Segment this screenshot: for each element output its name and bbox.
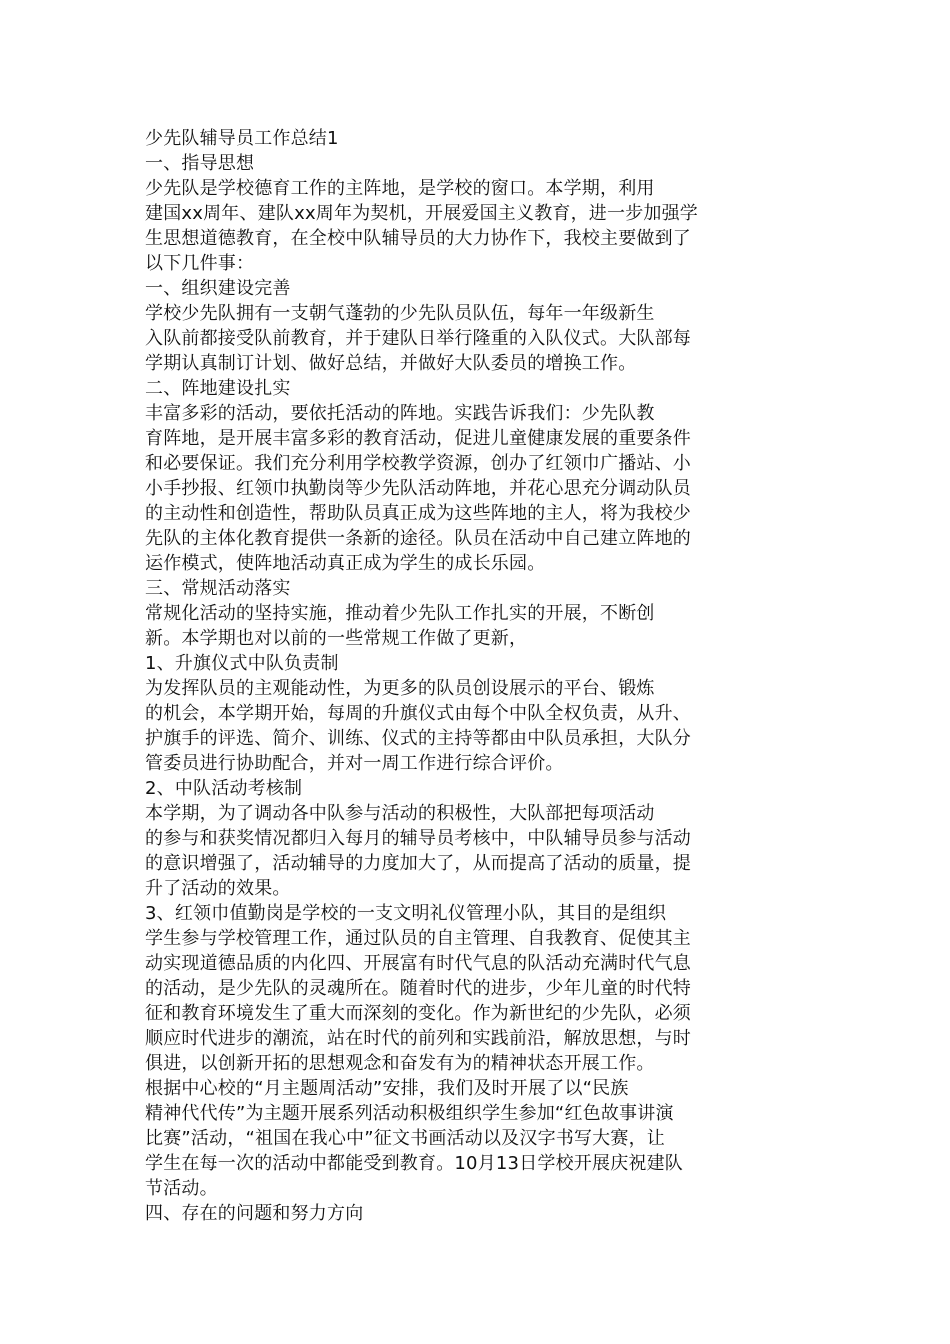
text-line: 三、常规活动落实 xyxy=(145,578,291,599)
text-line: 小手抄报、红领巾执勤岗等少先队活动阵地，并花心思充分调动队员 xyxy=(145,478,691,499)
text-line: 运作模式，使阵地活动真正成为学生的成长乐园。 xyxy=(145,553,546,574)
text-line: 2、中队活动考核制 xyxy=(145,778,303,799)
text-line: 精神代代传”为主题开展系列活动积极组织学生参加“红色故事讲演 xyxy=(145,1103,674,1124)
text-line: 建国xx周年、建队xx周年为契机，开展爱国主义教育，进一步加强学 xyxy=(145,203,699,224)
text-line: 先队的主体化教育提供一条新的途径。队员在活动中自己建立阵地的 xyxy=(145,528,691,549)
text-line: 常规化活动的坚持实施，推动着少先队工作扎实的开展，不断创 xyxy=(145,603,655,624)
text-line: 生思想道德教育，在全校中队辅导员的大力协作下，我校主要做到了 xyxy=(145,228,691,249)
text-line: 的机会，本学期开始，每周的升旗仪式由每个中队全权负责，从升、 xyxy=(145,703,691,724)
text-line: 的活动，是少先队的灵魂所在。随着时代的进步，少年儿童的时代特 xyxy=(145,978,691,999)
text-line: 的参与和获奖情况都归入每月的辅导员考核中，中队辅导员参与活动 xyxy=(145,828,691,849)
text-line: 二、阵地建设扎实 xyxy=(145,378,291,399)
text-line: 少先队辅导员工作总结1 xyxy=(145,128,339,149)
text-line: 的意识增强了，活动辅导的力度加大了，从而提高了活动的质量，提 xyxy=(145,853,691,874)
text-line: 学生参与学校管理工作，通过队员的自主管理、自我教育、促使其主 xyxy=(145,928,691,949)
text-line: 动实现道德品质的内化四、开展富有时代气息的队活动充满时代气息 xyxy=(145,953,691,974)
text-line: 四、存在的问题和努力方向 xyxy=(145,1203,364,1224)
text-line: 一、指导思想 xyxy=(145,153,255,174)
text-line: 和必要保证。我们充分利用学校教学资源，创办了红领巾广播站、小 xyxy=(145,453,691,474)
text-line: 护旗手的评选、简介、训练、仪式的主持等都由中队员承担，大队分 xyxy=(145,728,691,749)
text-line: 新。本学期也对以前的一些常规工作做了更新， xyxy=(145,628,528,649)
text-line: 管委员进行协助配合，并对一周工作进行综合评价。 xyxy=(145,753,564,774)
text-line: 育阵地，是开展丰富多彩的教育活动，促进儿童健康发展的重要条件 xyxy=(145,428,691,449)
text-line: 节活动。 xyxy=(145,1178,218,1199)
text-line: 丰富多彩的活动，要依托活动的阵地。实践告诉我们：少先队教 xyxy=(145,403,655,424)
text-line: 比赛”活动，“祖国在我心中”征文书画活动以及汉字书写大赛，让 xyxy=(145,1128,665,1149)
text-line: 升了活动的效果。 xyxy=(145,878,291,899)
text-line: 俱进，以创新开拓的思想观念和奋发有为的精神状态开展工作。 xyxy=(145,1053,655,1074)
text-line: 学期认真制订计划、做好总结，并做好大队委员的增换工作。 xyxy=(145,353,637,374)
text-line: 入队前都接受队前教育，并于建队日举行隆重的入队仪式。大队部每 xyxy=(145,328,691,349)
text-line: 征和教育环境发生了重大而深刻的变化。作为新世纪的少先队，必须 xyxy=(145,1003,691,1024)
text-line: 以下几件事： xyxy=(145,253,255,274)
text-line: 一、组织建设完善 xyxy=(145,278,291,299)
text-line: 根据中心校的“月主题周活动”安排，我们及时开展了以“民族 xyxy=(145,1078,629,1099)
text-line: 学校少先队拥有一支朝气蓬勃的少先队员队伍，每年一年级新生 xyxy=(145,303,655,324)
text-line: 少先队是学校德育工作的主阵地，是学校的窗口。本学期，利用 xyxy=(145,178,655,199)
document-body xyxy=(145,126,745,1226)
text-line: 1、升旗仪式中队负责制 xyxy=(145,653,339,674)
text-line: 为发挥队员的主观能动性，为更多的队员创设展示的平台、锻炼 xyxy=(145,678,655,699)
text-line: 本学期，为了调动各中队参与活动的积极性，大队部把每项活动 xyxy=(145,803,655,824)
text-line: 的主动性和创造性，帮助队员真正成为这些阵地的主人，将为我校少 xyxy=(145,503,691,524)
text-line: 3、红领巾值勤岗是学校的一支文明礼仪管理小队，其目的是组织 xyxy=(145,903,667,924)
text-line: 学生在每一次的活动中都能受到教育。10月13日学校开展庆祝建队 xyxy=(145,1153,684,1174)
text-line: 顺应时代进步的潮流，站在时代的前列和实践前沿，解放思想，与时 xyxy=(145,1028,691,1049)
